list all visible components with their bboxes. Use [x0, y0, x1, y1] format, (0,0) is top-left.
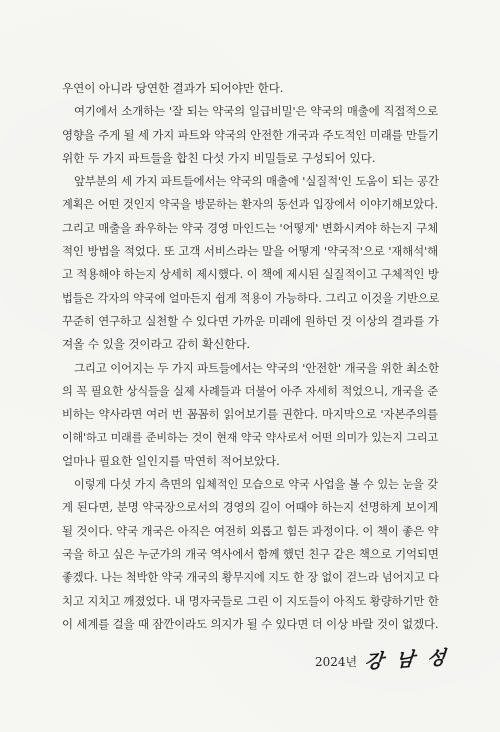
- text-line: 계획은 어떤 것인지 약국을 방문하는 환자의 동선과 입장에서 이야기해보았다.: [62, 198, 438, 212]
- text-line: 치고 지치고 깨졌었다. 내 명자국들로 그린 이 지도들이 아직도 황량하기만 한: [62, 593, 439, 608]
- signature-name: 강 남 성: [363, 646, 450, 673]
- text-line: 의 꼭 필요한 상식들을 실제 사례들과 더불어 아주 자세히 적었으니, 개국을 준: [62, 384, 438, 398]
- text-line: 그리고 이어지는 두 가지 파트들에서는 약국의 '안전한' 개국을 위한 최소한: [74, 360, 439, 375]
- text-line: 우연이 아니라 당연한 결과가 되어야만 한다.: [62, 81, 284, 95]
- text-line: 법들은 각자의 약국에 얼마든지 쉽게 적용이 가능하다. 그리고 이것을 기반으로: [62, 291, 440, 305]
- text-line: 게 된다면, 분명 약국장으로서의 경영의 길이 어때야 하는지 선명하게 보이게: [62, 500, 438, 515]
- text-line: 될 것이다. 약국 개국은 아직은 여전히 외롭고 힘든 과정이다. 이 책이 좋은 약: [62, 523, 439, 538]
- text-line: 져올 수 있을 것이라고 감히 확신한다.: [62, 337, 251, 352]
- body-text: [62, 77, 438, 636]
- text-line: 적인 방법을 적었다. 또 고객 서비스라는 말을 어떻게 '약국적'으로 '재해석'해: [62, 244, 438, 259]
- text-line: 이해'하고 미래를 준비하는 것이 현재 약국 약사로서 어떤 의미가 있는지 그리고: [62, 431, 438, 445]
- text-line: 위한 두 가지 파트들을 합친 다섯 가지 비밀들로 구성되어 있다.: [62, 150, 376, 165]
- text-line: 앞부분의 세 가지 파트들에서는 약국의 매출에 '실질적'인 도움이 되는 공간: [74, 174, 439, 189]
- signature-year: 2024년: [315, 654, 358, 669]
- text-line: 국을 하고 싶은 누군가의 개국 역사에서 함께 했던 친구 같은 책으로 기억되면: [62, 546, 439, 561]
- text-line: 그리고 매출을 좌우하는 약국 경영 마인드는 '어떻게' 변화시켜야 하는지 구체: [62, 220, 438, 235]
- text-line: 얼마나 필요한 일인지를 막연히 적어보았다.: [62, 453, 280, 468]
- text-line: 꾸준히 연구하고 실천할 수 있다면 가까운 미래에 원하던 것 이상의 결과를 가: [62, 313, 439, 328]
- text-line: 영향을 주게 될 세 가지 파트와 약국의 안전한 개국과 주도적인 미래를 만들기: [62, 127, 439, 142]
- signature-block: [315, 638, 448, 678]
- text-line: 여기에서 소개하는 '잘 되는 약국의 일급비밀'은 약국의 매출에 직접적으로: [74, 104, 438, 119]
- text-line: 이 세계를 걸을 때 잠깐이라도 의지가 될 수 있다면 더 이상 바랄 것이 없겠다.: [62, 616, 439, 631]
- text-line: 좋겠다. 나는 척박한 약국 개국의 황무지에 지도 한 장 없이 걷느라 넘어지고 다: [62, 571, 439, 585]
- text-line: 고 적용해야 하는지 상세히 제시했다. 이 책에 제시된 실질적이고 구체적인 방: [62, 267, 439, 282]
- text-line: 이렇게 다섯 가지 측면의 입체적인 모습으로 약국 사업을 볼 수 있는 눈을 갖: [74, 478, 438, 492]
- text-line: 비하는 약사라면 여러 번 꼼꼼히 읽어보기를 권한다. 마지막으로 '자본주의를: [62, 407, 438, 422]
